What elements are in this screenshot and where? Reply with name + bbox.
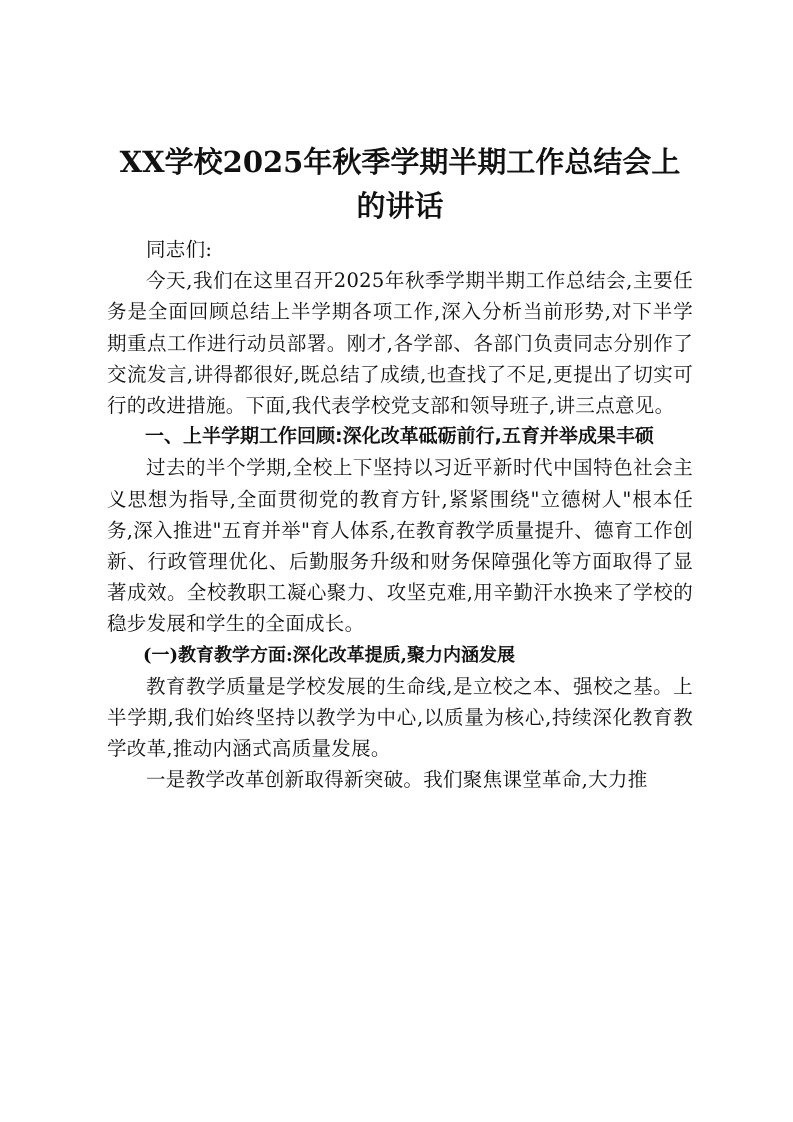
document-title: XX学校2025年秋季学期半期工作总结会上的讲话	[119, 145, 681, 223]
subsection-1-heading: (一)教育教学方面:深化改革提质,聚力内涵发展	[143, 644, 515, 666]
section-1-paragraph: 过去的半个学期,全校上下坚持以习近平新时代中国特色社会主义思想为指导,全面贯彻党的教育方针,紧紧围绕"立德树人"根本任务,深入推进"五育并举"育人体系,在教育教学质量提升、德育工作创新、行政管理优化、后勤服务升级和财务保障强化等方面取得了显著成效。全校教职工凝心聚力、攻坚克难,用辛勤汗水换来了学校的稳步发展和学生的全面成长。	[107, 456, 693, 636]
greeting: 同志们:	[146, 238, 213, 261]
point-1-paragraph: 一是教学改革创新取得新突破。我们聚焦课堂革命,大力推	[146, 768, 648, 792]
subsection-1-paragraph: 教育教学质量是学校发展的生命线,是立校之本、强校之基。上半学期,我们始终坚持以教学为中心,以质量为核心,持续深化教育教学改革,推动内涵式高质量发展。	[107, 674, 693, 761]
section-1-heading: 一、上半学期工作回顾:深化改革砥砺前行,五育并举成果丰硕	[145, 425, 654, 448]
document-page	[107, 140, 693, 796]
intro-paragraph: 今天,我们在这里召开2025年秋季学期半期工作总结会,主要任务是全面回顾总结上半学期各项工作,深入分析当前形势,对下半学期重点工作进行动员部署。刚才,各学部、各部门负责同志分别作了交流发言,讲得都很好,既总结了成绩,也查找了不足,更提出了切实可行的改进措施。下面,我代表学校党支部和领导班子,讲三点意见。	[107, 269, 693, 418]
